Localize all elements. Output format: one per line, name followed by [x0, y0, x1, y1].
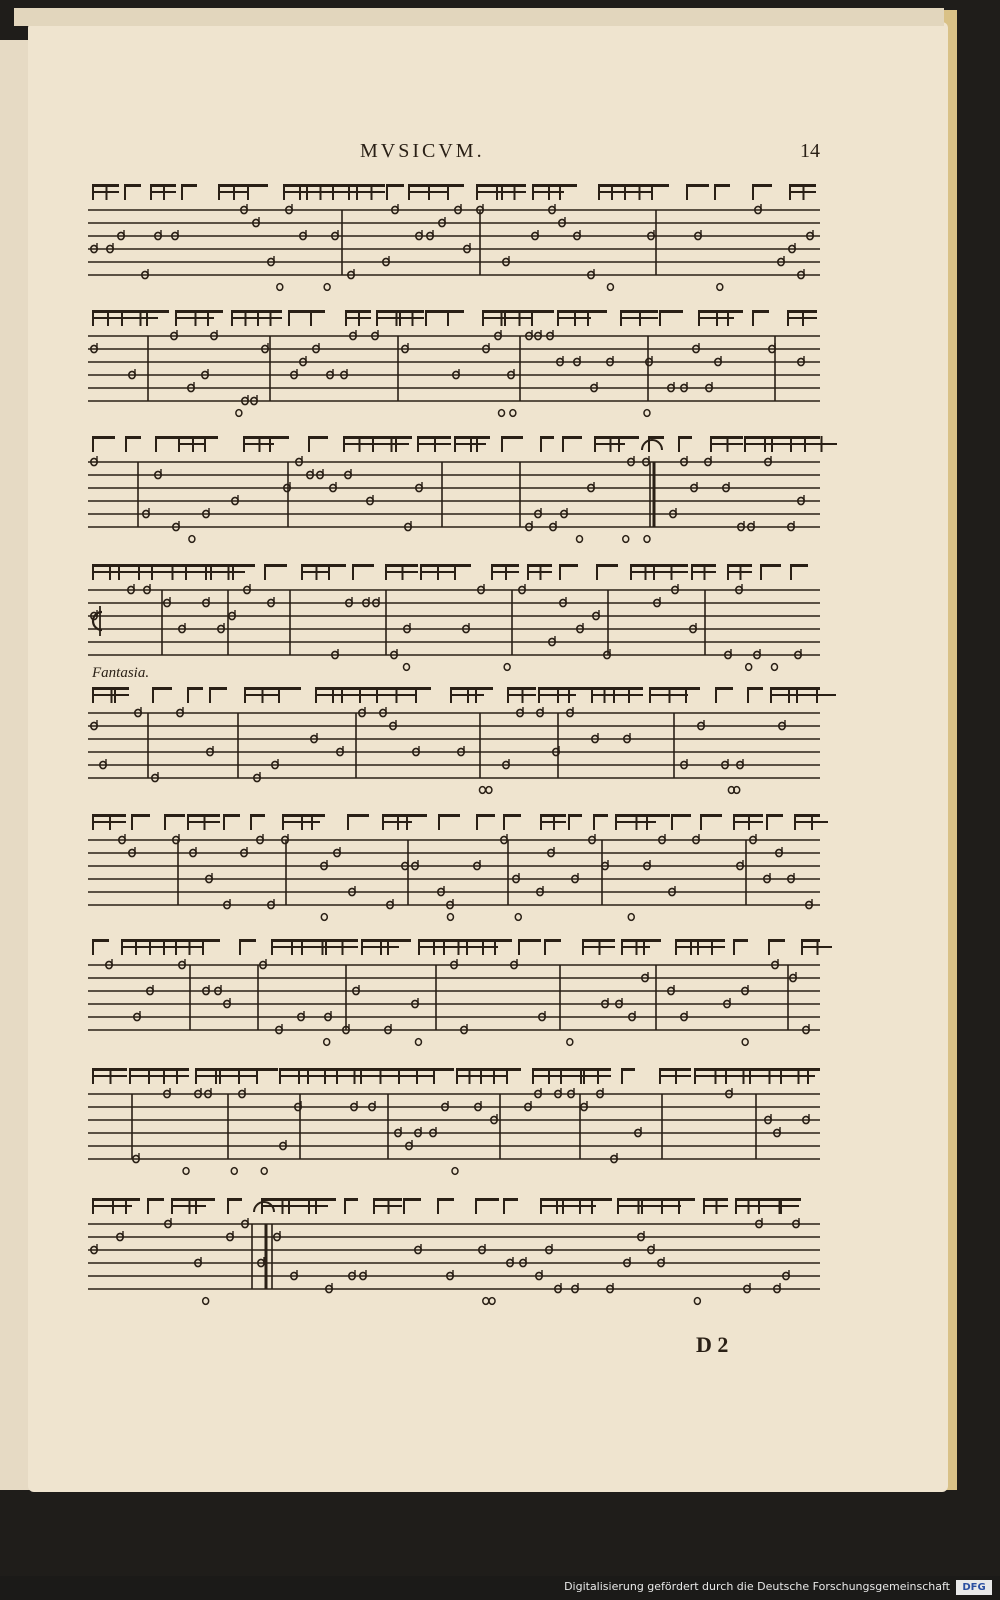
- rhythm-flag: [395, 436, 412, 439]
- rhythm-beam: [187, 821, 220, 823]
- rhythm-beam: [491, 571, 519, 573]
- rhythm-stem: [678, 1198, 680, 1214]
- rhythm-stem: [164, 814, 166, 830]
- rhythm-stem: [181, 184, 183, 200]
- rhythm-stem: [659, 310, 661, 326]
- rhythm-beam: [527, 571, 552, 573]
- paper-page: [28, 22, 948, 1492]
- rhythm-stem: [454, 564, 456, 580]
- rhythm-flag: [438, 814, 460, 817]
- rhythm-stem: [475, 1198, 477, 1214]
- rhythm-beam: [92, 694, 129, 696]
- rhythm-stem: [700, 814, 702, 830]
- rhythm-beam: [538, 694, 576, 696]
- rhythm-beam: [703, 1205, 728, 1207]
- rhythm-stem: [790, 564, 792, 580]
- rhythm-stem: [395, 436, 397, 452]
- rhythm-flag: [506, 1068, 521, 1071]
- top-page-edge: [14, 8, 944, 26]
- rhythm-beam: [758, 1205, 799, 1207]
- signature-mark: D 2: [696, 1332, 729, 1357]
- rhythm-beam: [376, 694, 415, 696]
- rhythm-stem: [152, 687, 154, 703]
- rhythm-beam: [691, 571, 716, 573]
- rhythm-beam: [129, 1075, 167, 1077]
- rhythm-stem: [269, 436, 271, 452]
- rhythm-beam: [420, 571, 454, 573]
- rhythm-beam: [653, 571, 688, 573]
- rhythm-beam: [361, 946, 399, 948]
- rhythm-stem: [147, 1198, 149, 1214]
- rhythm-flag: [202, 939, 220, 942]
- rhythm-stem: [387, 939, 389, 955]
- rhythm-beam: [210, 571, 245, 573]
- rhythm-stem: [651, 184, 653, 200]
- rhythm-stem: [239, 939, 241, 955]
- rhythm-flag: [568, 814, 582, 817]
- rhythm-stem: [807, 1068, 809, 1084]
- rhythm-flag: [347, 814, 369, 817]
- rhythm-stem: [752, 184, 754, 200]
- rhythm-beam: [697, 946, 725, 948]
- rhythm-flag: [747, 687, 763, 690]
- rhythm-stem: [131, 814, 133, 830]
- rhythm-beam: [641, 1205, 681, 1207]
- rhythm-stem: [92, 436, 94, 452]
- rhythm-flag: [562, 436, 582, 439]
- rhythm-flag: [433, 1068, 454, 1071]
- rhythm-beam: [727, 571, 752, 573]
- rhythm-beam: [794, 821, 828, 823]
- rhythm-stem: [406, 814, 408, 830]
- rhythm-flag: [256, 1068, 278, 1071]
- rhythm-beam: [624, 191, 653, 193]
- rhythm-stem: [310, 310, 312, 326]
- rhythm-flag: [518, 939, 541, 942]
- rhythm-stem: [124, 184, 126, 200]
- rhythm-flag: [425, 310, 449, 313]
- rhythm-flag: [646, 814, 670, 817]
- rhythm-beam: [532, 1075, 564, 1077]
- rhythm-beam: [408, 191, 448, 193]
- rhythm-flag: [328, 564, 346, 567]
- rhythm-beam: [171, 1205, 206, 1207]
- rhythm-flag: [568, 687, 592, 690]
- rhythm-beam: [804, 443, 837, 445]
- rhythm-flag: [227, 1198, 242, 1201]
- rhythm-stem: [501, 436, 503, 452]
- rhythm-beam: [219, 1075, 257, 1077]
- rhythm-flag: [415, 687, 431, 690]
- rhythm-beam: [325, 946, 358, 948]
- rhythm-flag: [310, 310, 325, 313]
- rhythm-stem: [568, 687, 570, 703]
- rhythm-stem: [437, 1198, 439, 1214]
- rhythm-flag: [503, 1198, 518, 1201]
- rhythm-beam: [613, 694, 643, 696]
- rhythm-beam: [620, 317, 658, 319]
- rhythm-stem: [311, 814, 313, 830]
- rhythm-flag: [92, 939, 109, 942]
- footer-credit: Digitalisierung gefördert durch die Deutsche Forschungsgemeinschaft: [564, 1580, 950, 1593]
- rhythm-flag: [659, 310, 683, 313]
- rhythm-stem: [227, 1198, 229, 1214]
- page-number: 14: [800, 140, 820, 162]
- rhythm-stem: [727, 310, 729, 326]
- rhythm-beam: [454, 443, 486, 445]
- rhythm-stem: [146, 310, 148, 326]
- rhythm-stem: [92, 939, 94, 955]
- rhythm-beam: [307, 1075, 341, 1077]
- rhythm-flag: [766, 814, 783, 817]
- rhythm-beam: [345, 317, 371, 319]
- rhythm-stem: [403, 1198, 405, 1214]
- rhythm-stem: [352, 564, 354, 580]
- rhythm-beam: [175, 946, 202, 948]
- rhythm-flag: [714, 184, 730, 187]
- rhythm-stem: [506, 1068, 508, 1084]
- rhythm-flag: [540, 436, 554, 439]
- rhythm-flag: [678, 1198, 695, 1201]
- rhythm-flag: [278, 687, 301, 690]
- rhythm-flag: [651, 184, 669, 187]
- rhythm-stem: [591, 1198, 593, 1214]
- rhythm-stem: [202, 939, 204, 955]
- rhythm-stem: [587, 310, 589, 326]
- rhythm-flag: [344, 1198, 358, 1201]
- rhythm-beam: [372, 443, 409, 445]
- rhythm-flag: [164, 814, 185, 817]
- rhythm-flag: [195, 1198, 215, 1201]
- rhythm-beam: [456, 1075, 481, 1077]
- rhythm-beam: [282, 821, 320, 823]
- rhythm-stem: [715, 687, 717, 703]
- rhythm-flag: [146, 310, 169, 313]
- rhythm-flag: [92, 436, 115, 439]
- rhythm-beam: [178, 443, 206, 445]
- rhythm-flag: [643, 939, 661, 942]
- rhythm-stem: [646, 814, 648, 830]
- rhythm-flag: [715, 687, 733, 690]
- rhythm-flag: [311, 814, 325, 817]
- rhythm-beam: [399, 317, 424, 319]
- rhythm-flag: [131, 814, 150, 817]
- rhythm-flag: [125, 436, 141, 439]
- rhythm-beam: [649, 694, 688, 696]
- rhythm-flag: [155, 436, 179, 439]
- rhythm-flag: [124, 184, 141, 187]
- rhythm-beam: [150, 191, 176, 193]
- rhythm-stem: [433, 1068, 435, 1084]
- rhythm-stem: [686, 184, 688, 200]
- rhythm-flag: [352, 564, 374, 567]
- rhythm-beam: [385, 571, 418, 573]
- rhythm-beam: [801, 946, 832, 948]
- rhythm-stem: [344, 1198, 346, 1214]
- rhythm-flag: [181, 184, 197, 187]
- rhythm-beam: [582, 946, 615, 948]
- rhythm-flag: [250, 814, 265, 817]
- rhythm-stem: [209, 687, 211, 703]
- rhythm-stem: [250, 814, 252, 830]
- rhythm-flag: [727, 310, 743, 313]
- rhythm-flag: [780, 1198, 801, 1201]
- running-head: MVSICVM.: [360, 140, 485, 162]
- rhythm-stem: [415, 687, 417, 703]
- rhythm-flag: [686, 184, 709, 187]
- rhythm-stem: [544, 939, 546, 955]
- rhythm-stem: [671, 814, 673, 830]
- rhythm-stem: [264, 564, 266, 580]
- rhythm-stem: [308, 436, 310, 452]
- rhythm-flag: [239, 939, 256, 942]
- rhythm-beam: [466, 946, 498, 948]
- rhythm-flag: [476, 436, 490, 439]
- rhythm-flag: [125, 1198, 140, 1201]
- rhythm-stem: [648, 436, 650, 452]
- rhythm-stem: [223, 814, 225, 830]
- rhythm-stem: [438, 814, 440, 830]
- rhythm-stem: [562, 436, 564, 452]
- rhythm-stem: [125, 1198, 127, 1214]
- rhythm-beam: [360, 1075, 399, 1077]
- rhythm-stem: [518, 939, 520, 955]
- rhythm-beam: [257, 317, 282, 319]
- rhythm-stem: [503, 1198, 505, 1214]
- rhythm-beam: [598, 191, 624, 193]
- rhythm-flag: [315, 1198, 336, 1201]
- rhythm-stem: [315, 1198, 317, 1214]
- rhythm-beam: [121, 317, 158, 319]
- rhythm-stem: [232, 564, 234, 580]
- rhythm-stem: [475, 687, 477, 703]
- rhythm-beam: [735, 1205, 760, 1207]
- rhythm-beam: [341, 694, 377, 696]
- rhythm-beam: [501, 191, 526, 193]
- rhythm-stem: [247, 184, 249, 200]
- rhythm-flag: [501, 436, 523, 439]
- rhythm-flag: [406, 814, 427, 817]
- rhythm-beam: [540, 821, 566, 823]
- rhythm-beam: [796, 694, 836, 696]
- dfg-logo: DFG: [956, 1580, 992, 1595]
- rhythm-flag: [587, 310, 607, 313]
- rhythm-stem: [559, 564, 561, 580]
- rhythm-stem: [747, 687, 749, 703]
- rhythm-stem: [531, 310, 533, 326]
- rhythm-stem: [618, 436, 620, 452]
- rhythm-flag: [678, 436, 692, 439]
- rhythm-beam: [121, 946, 149, 948]
- rhythm-flag: [204, 436, 218, 439]
- rhythm-stem: [678, 436, 680, 452]
- rhythm-stem: [155, 436, 157, 452]
- rhythm-stem: [685, 687, 687, 703]
- rhythm-stem: [114, 687, 116, 703]
- section-label: Fantasia.: [92, 665, 150, 681]
- rhythm-stem: [256, 1068, 258, 1084]
- rhythm-flag: [671, 814, 691, 817]
- rhythm-beam: [507, 694, 536, 696]
- rhythm-flag: [207, 310, 223, 313]
- rhythm-beam: [789, 191, 816, 193]
- rhythm-beam: [594, 443, 625, 445]
- rhythm-flag: [147, 1198, 164, 1201]
- rhythm-stem: [386, 184, 388, 200]
- rhythm-beam: [92, 821, 126, 823]
- rhythm-flag: [648, 436, 664, 439]
- rhythm-flag: [247, 184, 268, 187]
- rhythm-flag: [591, 1198, 612, 1201]
- rhythm-stem: [768, 939, 770, 955]
- rhythm-flag: [752, 310, 769, 313]
- rhythm-flag: [475, 687, 493, 690]
- rhythm-flag: [447, 184, 464, 187]
- rhythm-stem: [593, 814, 595, 830]
- rhythm-stem: [760, 564, 762, 580]
- rhythm-stem: [328, 564, 330, 580]
- rhythm-stem: [596, 564, 598, 580]
- rhythm-stem: [476, 436, 478, 452]
- rhythm-flag: [804, 436, 820, 439]
- rhythm-beam: [591, 694, 616, 696]
- rhythm-stem: [568, 814, 570, 830]
- rhythm-flag: [288, 310, 311, 313]
- rhythm-flag: [700, 814, 722, 817]
- rhythm-beam: [149, 946, 177, 948]
- rhythm-stem: [503, 814, 505, 830]
- rhythm-flag: [503, 814, 521, 817]
- rhythm-beam: [450, 694, 484, 696]
- rhythm-beam: [244, 694, 279, 696]
- rhythm-flag: [386, 184, 404, 187]
- rhythm-beam: [710, 443, 743, 445]
- rhythm-flag: [544, 939, 561, 942]
- rhythm-flag: [387, 939, 411, 942]
- rhythm-beam: [615, 821, 656, 823]
- rhythm-stem: [540, 436, 542, 452]
- rhythm-flag: [596, 564, 618, 567]
- rhythm-beam: [231, 317, 258, 319]
- rhythm-beam: [659, 1075, 691, 1077]
- rhythm-beam: [780, 1075, 815, 1077]
- rhythm-flag: [790, 564, 808, 567]
- rhythm-flag: [232, 564, 255, 567]
- rhythm-beam: [356, 191, 385, 193]
- rhythm-flag: [752, 184, 772, 187]
- rhythm-flag: [494, 939, 512, 942]
- rhythm-flag: [794, 814, 820, 817]
- rhythm-flag: [264, 564, 287, 567]
- rhythm-flag: [559, 184, 577, 187]
- rhythm-stem: [125, 436, 127, 452]
- rhythm-beam: [480, 1075, 506, 1077]
- rhythm-beam: [343, 443, 374, 445]
- footer-bar: [0, 1576, 1000, 1600]
- rhythm-beam: [562, 1205, 596, 1207]
- rhythm-stem: [447, 310, 449, 326]
- rhythm-flag: [223, 814, 240, 817]
- rhythm-stem: [494, 939, 496, 955]
- rhythm-flag: [733, 939, 748, 942]
- rhythm-beam: [583, 1075, 611, 1077]
- rhythm-flag: [403, 1198, 421, 1201]
- rhythm-beam: [92, 1075, 127, 1077]
- rhythm-beam: [733, 821, 763, 823]
- rhythm-flag: [559, 564, 578, 567]
- rhythm-stem: [195, 1198, 197, 1214]
- rhythm-beam: [288, 1205, 328, 1207]
- rhythm-beam: [771, 443, 809, 445]
- rhythm-beam: [787, 317, 817, 319]
- rhythm-beam: [621, 946, 650, 948]
- rhythm-stem: [207, 310, 209, 326]
- rhythm-stem: [766, 814, 768, 830]
- rhythm-stem: [447, 184, 449, 200]
- rhythm-stem: [621, 1068, 623, 1084]
- rhythm-beam: [218, 191, 248, 193]
- rhythm-beam: [301, 571, 330, 573]
- rhythm-stem: [187, 687, 189, 703]
- rhythm-flag: [618, 436, 639, 439]
- rhythm-flag: [685, 687, 700, 690]
- rhythm-flag: [593, 814, 608, 817]
- rhythm-stem: [476, 814, 478, 830]
- rhythm-stem: [780, 1198, 782, 1214]
- rhythm-beam: [504, 317, 533, 319]
- rhythm-beam: [92, 191, 119, 193]
- rhythm-stem: [752, 310, 754, 326]
- rhythm-stem: [559, 184, 561, 200]
- rhythm-beam: [92, 317, 122, 319]
- rhythm-flag: [760, 564, 781, 567]
- rhythm-flag: [454, 564, 471, 567]
- rhythm-stem: [288, 310, 290, 326]
- rhythm-beam: [417, 443, 451, 445]
- rhythm-flag: [476, 814, 495, 817]
- rhythm-stem: [204, 436, 206, 452]
- rhythm-flag: [447, 310, 464, 313]
- rhythm-beam: [306, 191, 333, 193]
- rhythm-flag: [768, 939, 785, 942]
- rhythm-flag: [621, 1068, 635, 1071]
- rhythm-stem: [278, 687, 280, 703]
- rhythm-stem: [733, 939, 735, 955]
- rhythm-stem: [714, 184, 716, 200]
- rhythm-stem: [643, 939, 645, 955]
- rhythm-beam: [398, 1075, 434, 1077]
- rhythm-flag: [308, 436, 328, 439]
- rhythm-flag: [437, 1198, 454, 1201]
- rhythm-flag: [475, 1198, 499, 1201]
- rhythm-beam: [373, 1205, 402, 1207]
- rhythm-beam: [163, 1075, 189, 1077]
- rhythm-stem: [347, 814, 349, 830]
- rhythm-flag: [531, 310, 554, 313]
- rhythm-beam: [557, 317, 591, 319]
- rhythm-flag: [269, 436, 289, 439]
- rhythm-stem: [425, 310, 427, 326]
